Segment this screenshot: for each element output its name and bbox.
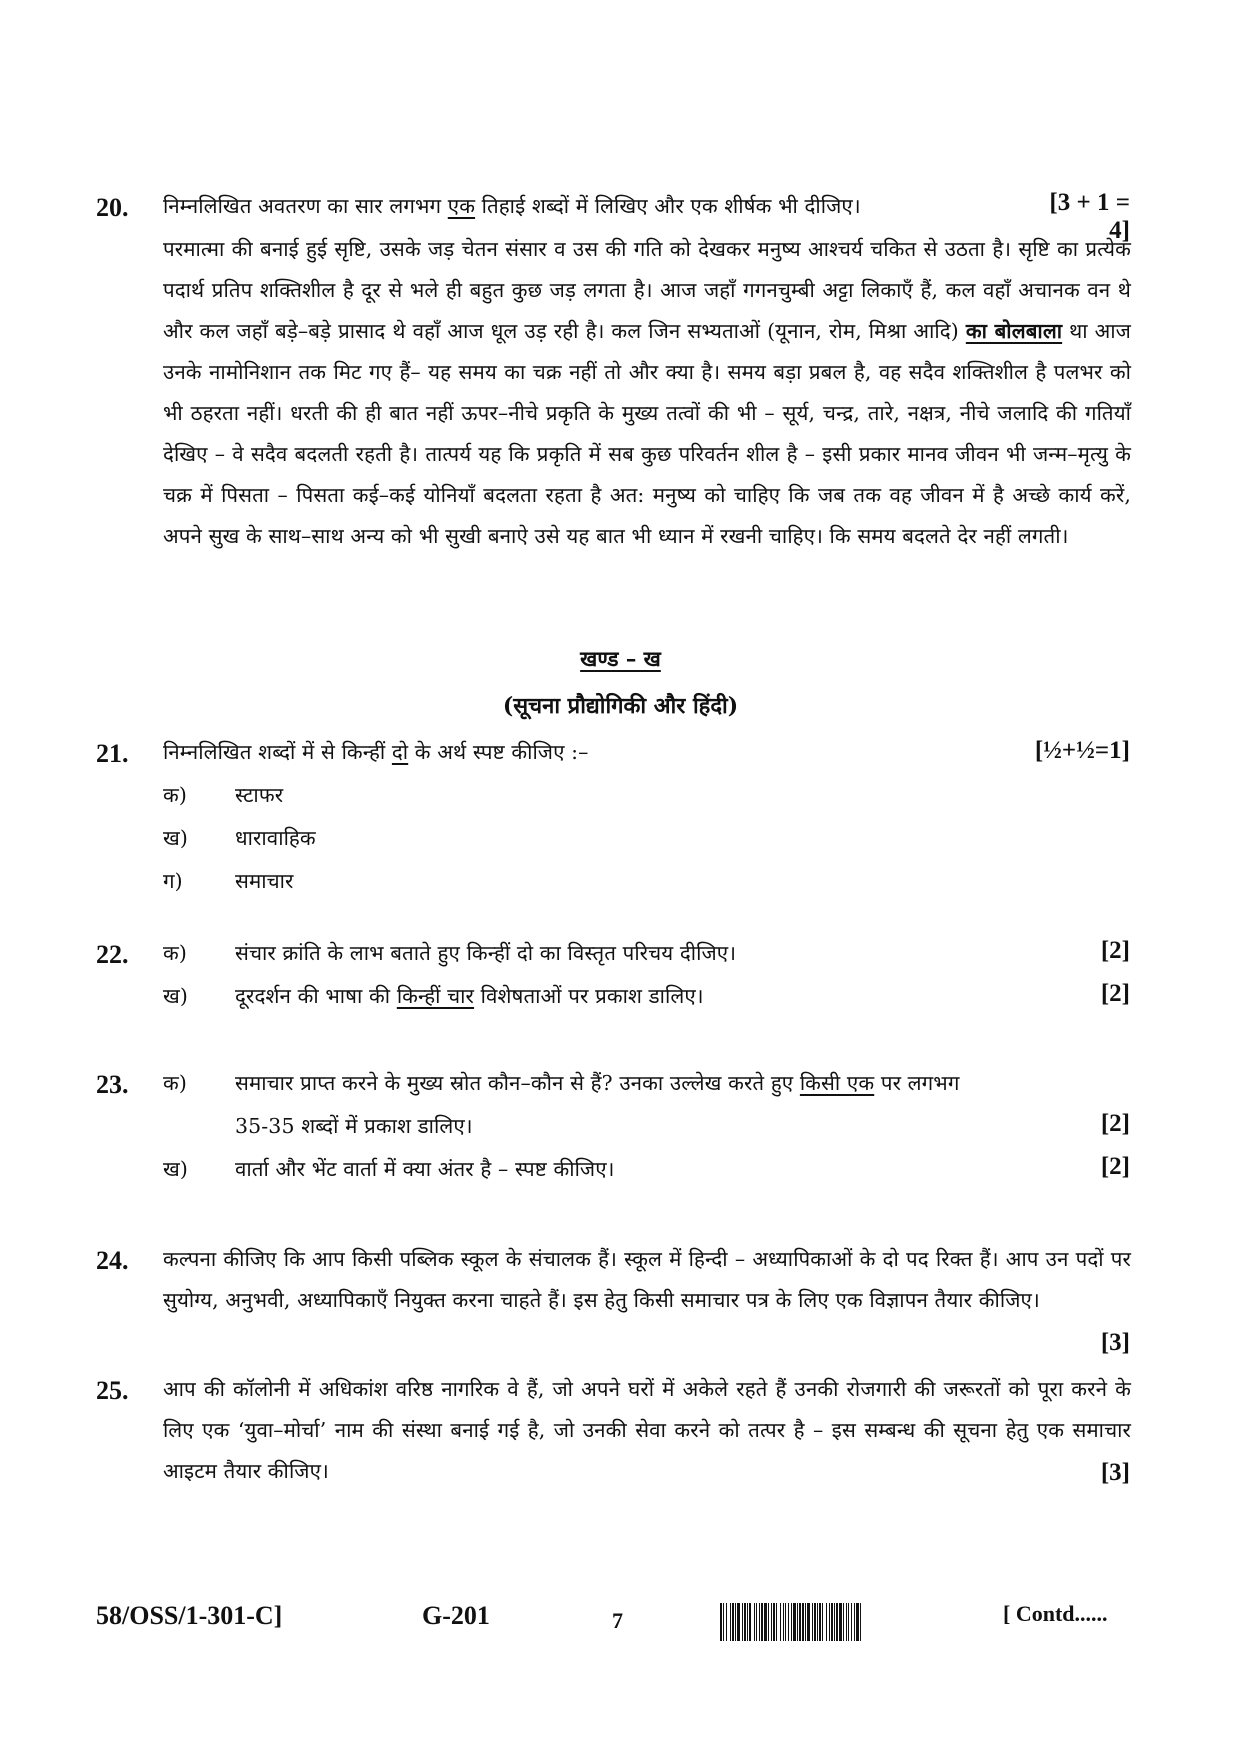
section-title-text: खण्ड – ख bbox=[580, 646, 661, 671]
q22-b-underlined: किन्हीं चार bbox=[396, 984, 475, 1008]
q21-item-text: समाचार bbox=[235, 869, 294, 893]
q23-a-label: क) bbox=[163, 1071, 187, 1095]
q20-passage-part-a: परमात्मा की बनाई हुई सृष्टि, उसके जड़ चेतन संसार व उस की गति को देखकर मनुष्य आश्चर्य चकित से उठता है। सृष्टि का प्रत्येक पदार्थ प्रतिप शक्तिशील है दूर से भले ही बहुत कुछ जड़ लगता है। आज जहाँ गगनचुम्बी अट्टा लिकाएँ हैं, कल वहाँ अचानक वन थे और कल जहाँ बड़े–बड़े प्रासाद थे वहाँ आज धूल उड़ रही है। कल जिन सभ्यताओं (यूनान, रोम, मिश्रा आदि) bbox=[163, 237, 1131, 343]
q24-number: 24. bbox=[96, 1246, 129, 1275]
q23-a-marks: [2] bbox=[1100, 1110, 1130, 1137]
q21-item-1 bbox=[163, 775, 283, 816]
q20-instr-pre: निम्नलिखित अवतरण का सार लगभग bbox=[163, 194, 448, 218]
q21-number: 21. bbox=[96, 739, 129, 768]
q20-instruction bbox=[163, 186, 1163, 227]
q23-a-text bbox=[235, 1063, 1135, 1104]
q25-marks: [3] bbox=[1100, 1459, 1130, 1486]
q20-instr-underlined: एक bbox=[447, 194, 476, 218]
q22-a-text: संचार क्रांति के लाभ बताते हुए किन्हीं दो का विस्तृत परिचय दीजिए। bbox=[235, 941, 737, 965]
q21-item-label: ग) bbox=[163, 869, 183, 893]
q22-b-marks: [2] bbox=[1100, 980, 1130, 1007]
q22-b-pre: दूरदर्शन की भाषा की bbox=[235, 984, 397, 1008]
q20-marks: [3 + 1 = 4] bbox=[1049, 189, 1130, 244]
barcode bbox=[720, 1603, 988, 1641]
barcode-stripe bbox=[861, 1603, 863, 1641]
q21-item-3 bbox=[163, 861, 294, 902]
q24-marks: [3] bbox=[1100, 1329, 1130, 1356]
q21-item-text: धारावाहिक bbox=[235, 826, 316, 850]
q23-b-label: ख) bbox=[163, 1157, 188, 1181]
q23-b-marks: [2] bbox=[1100, 1153, 1130, 1180]
q21-item-2 bbox=[163, 818, 316, 859]
q21-item-text: स्टाफर bbox=[235, 783, 284, 807]
q20-passage-part-b: था आज उनके नामोनिशान तक मिट गए हैं– यह समय का चक्र नहीं तो और क्या है। समय बड़ा प्रबल है, वह सदैव शक्तिशील है पलभर को भी ठहरता नहीं। धरती की ही बात नहीं ऊपर–नीचे प्रकृति के मुख्य तत्वों की भी – सूर्य, चन्द्र, तारे, नक्षत्र, नीचे जलादि की गतियाँ देखिए – वे सदैव बदलती रहती है। तात्पर्य यह कि प्रकृति में सब कुछ परिवर्तन शील है – इसी प्रकार मानव जीवन भी जन्म–मृत्यु के चक्र में पिसता – पिसता कई–कई योनियाँ बदलता रहता है अत: मनुष्य को चाहिए कि जब तक वह जीवन में है अच्छे कार्य करें, अपने सुख के साथ–साथ अन्य को भी सुखी बनाऐ उसे यह बात भी ध्यान में रखनी चाहिए। कि समय बदलते देर नहीं लगती। bbox=[163, 319, 1131, 548]
q22-a-label: क) bbox=[163, 941, 187, 965]
q21-instr-pre: निम्नलिखित शब्दों में से किन्हीं bbox=[163, 740, 392, 764]
q22-a-marks: [2] bbox=[1100, 937, 1130, 964]
q20-instr-post: तिहाई शब्दों में लिखिए और एक शीर्षक भी दीजिए। bbox=[475, 194, 861, 218]
q23-a-post: पर लगभग bbox=[874, 1071, 960, 1095]
q21-instruction bbox=[163, 732, 963, 773]
q20-passage-bold: का बोलबाला bbox=[965, 319, 1063, 343]
section-title bbox=[0, 645, 1241, 673]
section-subtitle: (सूचना प्रौद्योगिकी और हिंदी) bbox=[502, 693, 739, 719]
q23-number: 23. bbox=[96, 1070, 129, 1099]
q23-a-line2: 35-35 शब्दों में प्रकाश डालिए। bbox=[235, 1114, 473, 1138]
q25-number: 25. bbox=[96, 1376, 129, 1405]
q22-b-text bbox=[235, 976, 1015, 1017]
q23-a-underlined: किसी एक bbox=[799, 1071, 875, 1095]
footer-contd: [ Contd...... bbox=[1003, 1601, 1108, 1626]
q21-instr-underlined: दो bbox=[391, 740, 409, 764]
q21-marks: [½+½=1] bbox=[1034, 737, 1130, 764]
footer-page-number: 7 bbox=[612, 1608, 623, 1633]
q20-number: 20. bbox=[96, 193, 129, 222]
q24-text: कल्पना कीजिए कि आप किसी पब्लिक स्कूल के संचालक हैं। स्कूल में हिन्दी – अध्यापिकाओं के दो पद रिक्त हैं। आप उन पदों पर सुयोग्य, अनुभवी, अध्यापिकाएँ नियुक्त करना चाहते हैं। इस हेतु किसी समाचार पत्र के लिए एक विज्ञापन तैयार कीजिए। bbox=[163, 1247, 1131, 1312]
q21-item-label: क) bbox=[163, 783, 187, 807]
q22-number: 22. bbox=[96, 940, 129, 969]
q21-instr-post: के अर्थ स्पष्ट कीजिए :– bbox=[408, 740, 589, 764]
q22-b-label: ख) bbox=[163, 984, 188, 1008]
q23-b-text: वार्ता और भेंट वार्ता में क्या अंतर है – स्पष्ट कीजिए। bbox=[235, 1157, 615, 1181]
q20-passage bbox=[163, 229, 1131, 557]
footer-series: G-201 bbox=[422, 1601, 490, 1630]
footer-paper-code: 58/OSS/1-301-C] bbox=[96, 1601, 283, 1630]
q25-text: आप की कॉलोनी में अधिकांश वरिष्ठ नागरिक वे हैं, जो अपने घरों में अकेले रहते हैं उनकी रोजगारी की जरूरतों को पूरा करने के लिए एक ‘युवा–मोर्चा’ नाम की संस्था बनाई गई है, जो उनकी सेवा करने को तत्पर है – इस सम्बन्ध की सूचना हेतु एक समाचार आइटम तैयार कीजिए। bbox=[163, 1377, 1131, 1483]
q23-a-pre: समाचार प्राप्त करने के मुख्य स्रोत कौन–कौन से हैं? उनका उल्लेख करते हुए bbox=[235, 1071, 800, 1095]
q21-item-label: ख) bbox=[163, 826, 188, 850]
q22-b-post: विशेषताओं पर प्रकाश डालिए। bbox=[474, 984, 704, 1008]
